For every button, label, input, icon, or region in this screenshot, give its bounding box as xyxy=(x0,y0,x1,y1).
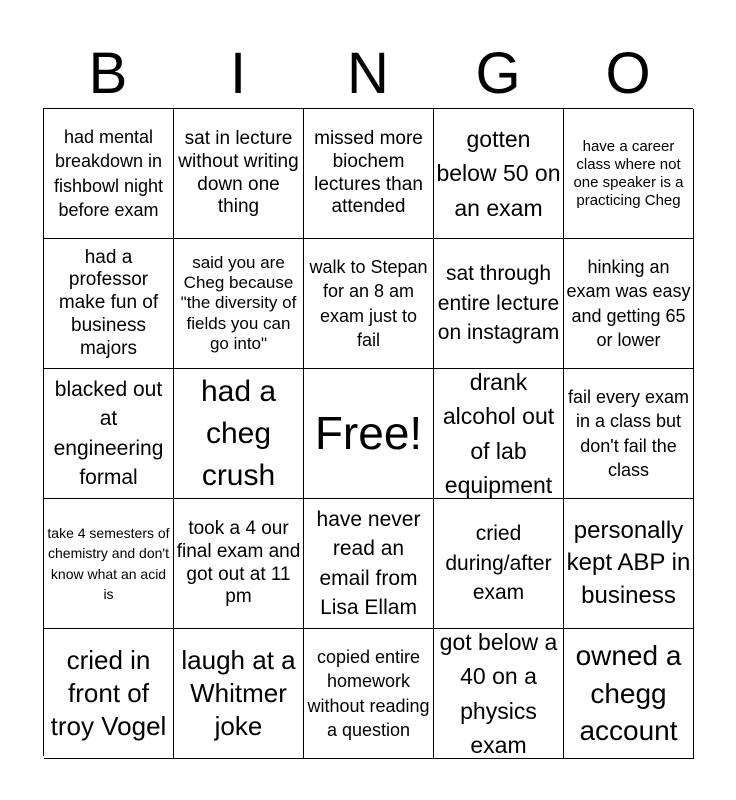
bingo-cell[interactable]: have never read an email from Lisa Ellam xyxy=(304,499,434,629)
free-space[interactable]: Free! xyxy=(304,369,434,499)
bingo-board xyxy=(43,108,693,756)
bingo-header xyxy=(43,40,693,108)
bingo-cell[interactable]: copied entire homework without reading a question xyxy=(304,629,434,759)
bingo-cell[interactable]: fail every exam in a class but don't fail the class xyxy=(564,369,694,499)
header-letter-g: G xyxy=(475,41,521,106)
header-letter-i: I xyxy=(229,41,247,106)
bingo-cell[interactable]: took a 4 our final exam and got out at 11 pm xyxy=(174,499,304,629)
bingo-cell[interactable]: sat in lecture without writing down one thing xyxy=(174,109,304,239)
bingo-cell[interactable]: had a professor make fun of business majors xyxy=(44,239,174,369)
bingo-cell[interactable]: missed more biochem lectures than attended xyxy=(304,109,434,239)
bingo-cell[interactable]: hinking an exam was easy and getting 65 or lower xyxy=(564,239,694,369)
bingo-cell[interactable]: said you are Cheg because "the diversity of fields you can go into" xyxy=(174,239,304,369)
bingo-cell[interactable]: drank alcohol out of lab equipment xyxy=(434,369,564,499)
bingo-cell[interactable]: walk to Stepan for an 8 am exam just to fail xyxy=(304,239,434,369)
bingo-cell[interactable]: have a career class where not one speaker is a practicing Cheg xyxy=(564,109,694,239)
bingo-cell[interactable]: sat through entire lecture on instagram xyxy=(434,239,564,369)
bingo-cell[interactable]: had a cheg crush xyxy=(174,369,304,499)
header-letter-n: N xyxy=(347,41,389,106)
bingo-cell[interactable]: had mental breakdown in fishbowl night before exam xyxy=(44,109,174,239)
bingo-cell[interactable]: personally kept ABP in business xyxy=(564,499,694,629)
bingo-cell[interactable]: blacked out at engineering formal xyxy=(44,369,174,499)
bingo-cell[interactable]: take 4 semesters of chemistry and don't know what an acid is xyxy=(44,499,174,629)
bingo-cell[interactable]: owned a chegg account xyxy=(564,629,694,759)
bingo-cell[interactable]: cried in front of troy Vogel xyxy=(44,629,174,759)
bingo-cell[interactable]: got below a 40 on a physics exam xyxy=(434,629,564,759)
header-letter-b: B xyxy=(88,41,128,106)
bingo-cell[interactable]: gotten below 50 on an exam xyxy=(434,109,564,239)
header-letter-o: O xyxy=(605,41,651,106)
bingo-cell[interactable]: cried during/after exam xyxy=(434,499,564,629)
bingo-cell[interactable]: laugh at a Whitmer joke xyxy=(174,629,304,759)
